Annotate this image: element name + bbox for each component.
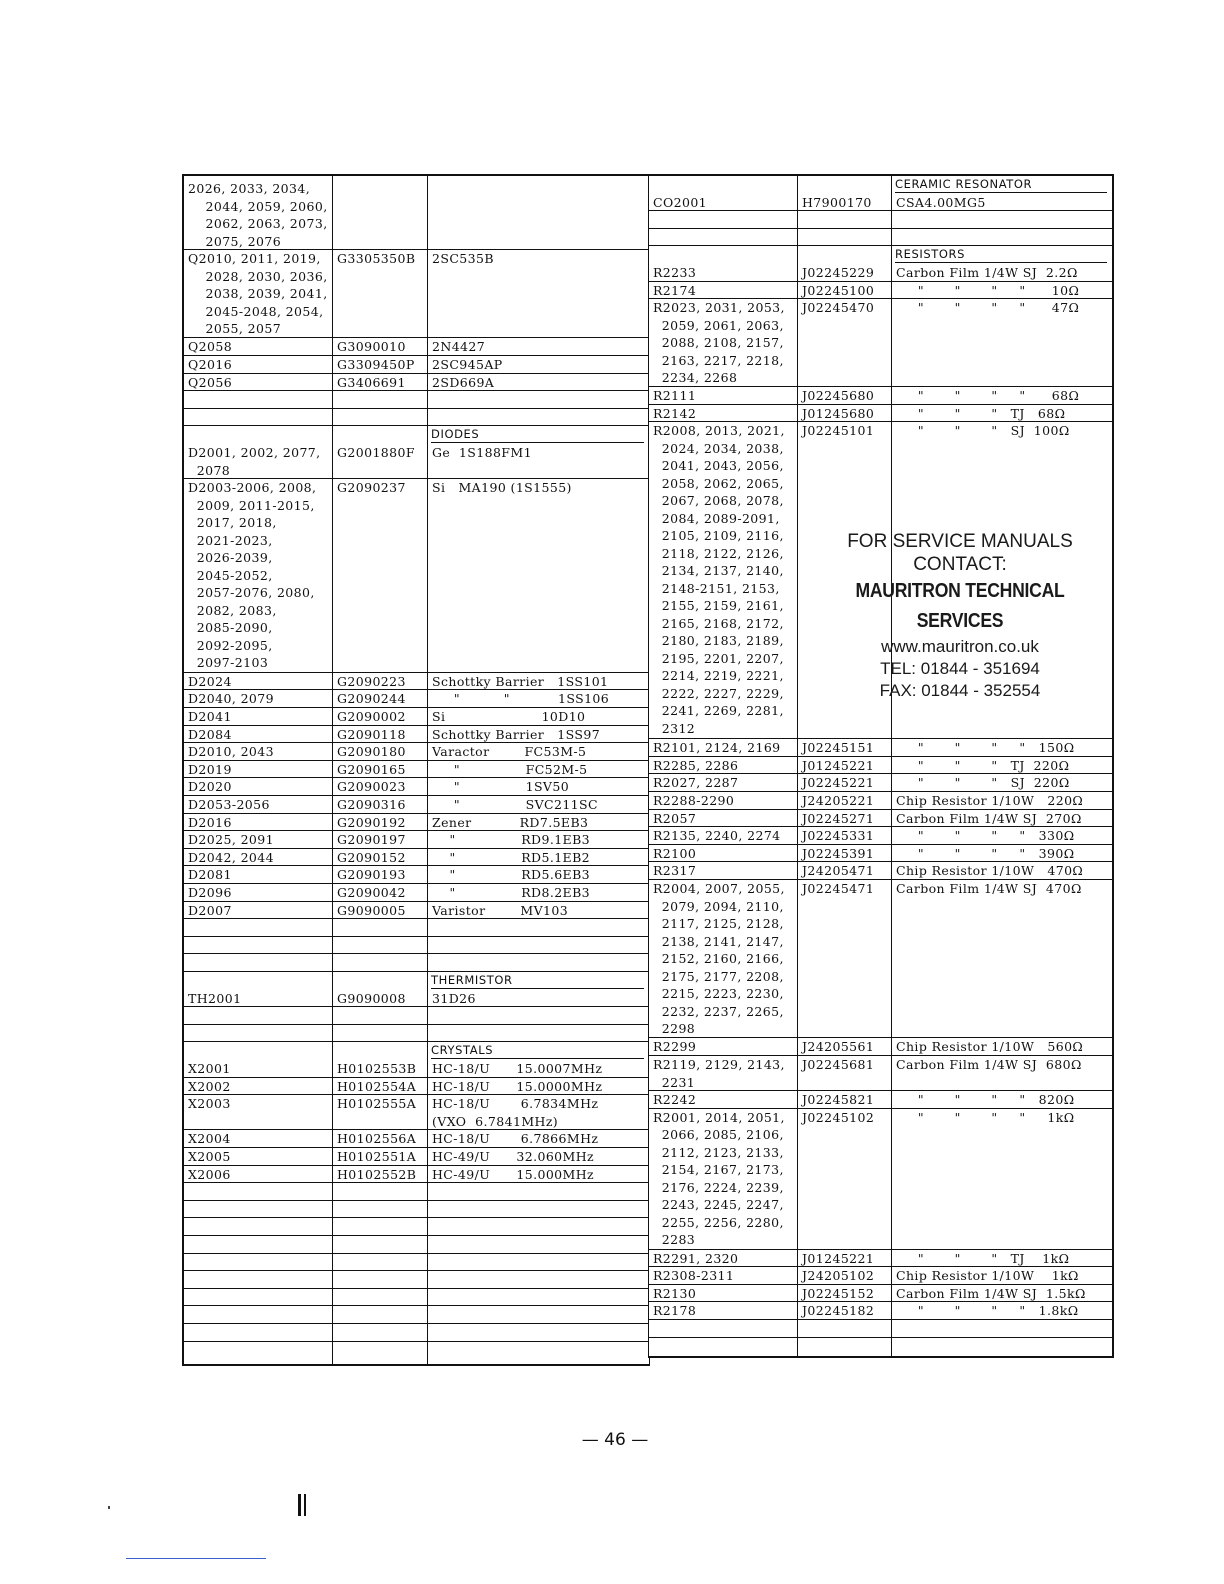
part-number: J01245680 bbox=[802, 405, 875, 421]
ref-designator: D2042, 2044 bbox=[188, 849, 274, 865]
ref-designator: R2130 bbox=[653, 1285, 697, 1301]
row-rule bbox=[184, 1200, 650, 1201]
ref-designator: R2111 bbox=[653, 388, 697, 404]
part-description: Zener RD7.5EB3 bbox=[432, 814, 589, 830]
ref-designator: CO2001 bbox=[653, 194, 708, 210]
ref-designator: X2006 bbox=[188, 1166, 231, 1182]
part-number: J02245182 bbox=[802, 1303, 875, 1319]
row-rule bbox=[184, 1323, 650, 1324]
part-description: " " " " 10Ω bbox=[896, 282, 1080, 298]
section-header: RESISTORS bbox=[895, 246, 1107, 263]
part-number: J02245229 bbox=[802, 265, 875, 280]
part-description: Chip Resistor 1/10W 1kΩ bbox=[896, 1268, 1079, 1284]
part-description: " " " " 68Ω bbox=[896, 388, 1080, 404]
part-number: J02245271 bbox=[802, 810, 875, 826]
part-description: 31D26 bbox=[432, 990, 476, 1006]
part-number: G9090008 bbox=[337, 990, 406, 1006]
column-divider bbox=[797, 176, 798, 1356]
part-number: G9090005 bbox=[337, 902, 406, 918]
part-description: Varactor FC53M-5 bbox=[432, 744, 587, 760]
part-number: G2090316 bbox=[337, 797, 406, 812]
section-header: CERAMIC RESONATOR bbox=[895, 176, 1107, 193]
part-number: G2090197 bbox=[337, 832, 406, 848]
part-number: G2090042 bbox=[337, 885, 406, 900]
part-description: Carbon Film 1/4W SJ 1.5kΩ bbox=[896, 1285, 1086, 1301]
ref-designator: D2019 bbox=[188, 761, 232, 777]
ref-designator: D2096 bbox=[188, 885, 232, 900]
part-number: G2090023 bbox=[337, 779, 406, 795]
part-description: " " " " 47Ω bbox=[896, 300, 1080, 316]
part-number: H0102551A bbox=[337, 1149, 417, 1164]
part-description: Varistor MV103 bbox=[432, 902, 569, 918]
scan-speck bbox=[108, 1506, 110, 1509]
part-description: Chip Resistor 1/10W 470Ω bbox=[896, 863, 1084, 879]
part-description: Carbon Film 1/4W SJ 470Ω bbox=[896, 881, 1082, 896]
part-description: " RD5.1EB2 bbox=[432, 849, 591, 865]
part-description: Chip Resistor 1/10W 220Ω bbox=[896, 793, 1084, 808]
part-number: H0102555A bbox=[337, 1096, 417, 1112]
row-rule bbox=[649, 228, 1113, 229]
row-rule bbox=[184, 1024, 650, 1025]
ref-designator: Q2016 bbox=[188, 357, 233, 372]
ref-designator: X2003 bbox=[188, 1096, 231, 1112]
part-description: " " " TJ 1kΩ bbox=[896, 1250, 1070, 1266]
ref-designator: R2135, 2240, 2274 bbox=[653, 828, 781, 844]
part-description: " " " " 150Ω bbox=[896, 740, 1075, 756]
part-description: " " " " 1kΩ bbox=[896, 1109, 1075, 1125]
ref-designator: R2008, 2013, 2021, 2024, 2034, 2038, 2041, 2043, 2056, 2058, 2062, 2065, 2067, 2068, 2078, 2084, 2089-2091, 2105, 2109, 2116, 2118, 2122, 2126, 2134, 2137, 2140, 2148-2151, 2153, 2155, 2159, 2161, 2165, 2168, 2172, 2180, 2183, 2189, 2195, 2201, 2207, 2214, 2219, 2221, 2222, 2227, 2229, 2241, 2269, 2281, 2312 bbox=[653, 423, 785, 736]
notice-line-1: FOR SERVICE MANUALS bbox=[847, 531, 1073, 552]
ref-designator: Q2056 bbox=[188, 374, 233, 390]
notice-line-2: CONTACT: bbox=[913, 554, 1007, 575]
row-rule bbox=[184, 936, 650, 937]
part-number: G2090002 bbox=[337, 709, 406, 724]
binder-mark bbox=[304, 1494, 306, 1516]
row-rule bbox=[184, 1253, 650, 1254]
ref-designator: R2142 bbox=[653, 405, 697, 421]
part-number: J01245221 bbox=[802, 1250, 875, 1266]
part-description: " " " " 330Ω bbox=[896, 828, 1075, 844]
part-description: " FC52M-5 bbox=[432, 761, 588, 777]
part-description: Schottky Barrier 1SS101 bbox=[432, 673, 609, 689]
ref-designator: R2178 bbox=[653, 1303, 697, 1319]
ref-designator: R2233 bbox=[653, 265, 697, 280]
parts-table-right bbox=[648, 174, 1114, 1358]
row-rule bbox=[184, 1305, 650, 1306]
part-number: J02245470 bbox=[802, 300, 875, 316]
part-number: G3309450P bbox=[337, 357, 415, 372]
part-description: Chip Resistor 1/10W 560Ω bbox=[896, 1039, 1084, 1055]
part-description: Ge 1S188FM1 bbox=[432, 445, 532, 460]
row-rule bbox=[184, 390, 650, 391]
part-description: " " 1SS106 bbox=[432, 691, 610, 707]
row-rule bbox=[184, 1217, 650, 1218]
part-number: G2001880F bbox=[337, 445, 415, 460]
ref-designator: D2007 bbox=[188, 902, 232, 918]
part-description: " " " SJ 100Ω bbox=[896, 423, 1070, 439]
part-description: " 1SV50 bbox=[432, 779, 570, 795]
part-description: 2N4427 bbox=[432, 339, 486, 355]
part-number: J24205561 bbox=[802, 1039, 875, 1055]
ref-designator: Q2058 bbox=[188, 339, 233, 355]
part-number: H7900170 bbox=[802, 194, 872, 210]
ref-designator: D2010, 2043 bbox=[188, 744, 274, 760]
notice-fax: FAX: 01844 - 352554 bbox=[879, 681, 1041, 700]
ref-designator: X2004 bbox=[188, 1131, 231, 1147]
part-number: J02245471 bbox=[802, 881, 875, 896]
part-number: J02245681 bbox=[802, 1057, 875, 1072]
part-number: G2090180 bbox=[337, 744, 406, 760]
part-description: 2SC535B bbox=[432, 251, 494, 267]
row-rule bbox=[184, 1182, 650, 1183]
part-number: G2090193 bbox=[337, 867, 406, 883]
part-number: J02245221 bbox=[802, 775, 875, 791]
row-rule bbox=[184, 1235, 650, 1236]
row-rule bbox=[184, 1288, 650, 1289]
ref-designator: D2041 bbox=[188, 709, 232, 724]
part-description: 2SC945AP bbox=[432, 357, 503, 372]
part-description: HC-18/U 15.0007MHz bbox=[432, 1061, 603, 1076]
ref-designator: R2057 bbox=[653, 810, 697, 826]
section-header: DIODES bbox=[431, 426, 644, 443]
ref-designator: D2025, 2091 bbox=[188, 832, 274, 848]
part-number: G2090152 bbox=[337, 849, 406, 865]
part-description: " " " SJ 220Ω bbox=[896, 775, 1070, 791]
part-description: HC-18/U 6.7866MHz bbox=[432, 1131, 599, 1147]
part-number: H0102554A bbox=[337, 1078, 417, 1094]
part-number: H0102552B bbox=[337, 1166, 417, 1182]
part-description: " RD9.1EB3 bbox=[432, 832, 591, 848]
part-description: " RD5.6EB3 bbox=[432, 867, 591, 883]
part-number: H0102556A bbox=[337, 1131, 417, 1147]
ref-designator: D2053-2056 bbox=[188, 797, 270, 812]
part-number: G3305350B bbox=[337, 251, 416, 267]
ref-designator: R2288-2290 bbox=[653, 793, 735, 808]
row-rule bbox=[649, 1319, 1113, 1320]
row-rule bbox=[184, 1270, 650, 1271]
ref-designator: D2016 bbox=[188, 814, 232, 830]
ref-designator: R2291, 2320 bbox=[653, 1250, 739, 1266]
part-number: H0102553B bbox=[337, 1061, 417, 1076]
part-number: J24205471 bbox=[802, 863, 875, 879]
row-rule bbox=[184, 1006, 650, 1007]
footer-rule bbox=[126, 1558, 266, 1559]
part-number: G2090118 bbox=[337, 726, 406, 742]
row-rule bbox=[184, 918, 650, 919]
part-description: Carbon Film 1/4W SJ 2.2Ω bbox=[896, 265, 1078, 280]
part-description: Si MA190 (1S1555) bbox=[432, 480, 572, 496]
section-header: THERMISTOR bbox=[431, 972, 644, 989]
row-rule bbox=[649, 210, 1113, 211]
part-description: CSA4.00MG5 bbox=[896, 194, 986, 210]
ref-designator: 2026, 2033, 2034, 2044, 2059, 2060, 2062, 2063, 2073, 2075, 2076 bbox=[188, 181, 328, 249]
part-description: " " " " 1.8kΩ bbox=[896, 1303, 1079, 1319]
row-rule bbox=[184, 953, 650, 954]
part-number: J02245391 bbox=[802, 845, 875, 861]
part-description: " " " TJ 68Ω bbox=[896, 405, 1066, 421]
part-number: J02245821 bbox=[802, 1092, 875, 1108]
part-number: J02245102 bbox=[802, 1109, 875, 1125]
notice-company: MAURITRON TECHNICAL SERVICES bbox=[855, 580, 1065, 632]
ref-designator: R2119, 2129, 2143, 2231 bbox=[653, 1057, 785, 1090]
row-rule bbox=[184, 408, 650, 409]
part-description: Carbon Film 1/4W SJ 680Ω bbox=[896, 1057, 1082, 1072]
part-description: Schottky Barrier 1SS97 bbox=[432, 726, 601, 742]
part-description: 2SD669A bbox=[432, 374, 495, 390]
part-number: J02245100 bbox=[802, 282, 875, 298]
part-description: HC-49/U 15.000MHz bbox=[432, 1166, 595, 1182]
part-number: G2090223 bbox=[337, 673, 406, 689]
ref-designator: TH2001 bbox=[188, 990, 242, 1006]
ref-designator: D2001, 2002, 2077, 2078 bbox=[188, 445, 321, 478]
part-description: " RD8.2EB3 bbox=[432, 885, 591, 900]
ref-designator: R2242 bbox=[653, 1092, 697, 1108]
part-number: J02245152 bbox=[802, 1285, 875, 1301]
part-number: J01245221 bbox=[802, 757, 875, 773]
part-number: J24205102 bbox=[802, 1268, 875, 1284]
ref-designator: R2317 bbox=[653, 863, 697, 879]
section-header: CRYSTALS bbox=[431, 1042, 644, 1059]
part-description: HC-49/U 32.060MHz bbox=[432, 1149, 595, 1164]
part-number: J24205221 bbox=[802, 793, 875, 808]
part-description: " SVC211SC bbox=[432, 797, 598, 812]
ref-designator: R2023, 2031, 2053, 2059, 2061, 2063, 2088, 2108, 2157, 2163, 2217, 2218, 2234, 2268 bbox=[653, 300, 785, 386]
part-number: J02245151 bbox=[802, 740, 875, 756]
ref-designator: R2004, 2007, 2055, 2079, 2094, 2110, 2117, 2125, 2128, 2138, 2141, 2147, 2152, 2160, 2166, 2175, 2177, 2208, 2215, 2223, 2230, 2232, 2237, 2265, 2298 bbox=[653, 881, 785, 1036]
part-description: Si 10D10 bbox=[432, 709, 586, 724]
ref-designator: D2020 bbox=[188, 779, 232, 795]
part-number: G2090165 bbox=[337, 761, 406, 777]
ref-designator: D2024 bbox=[188, 673, 232, 689]
ref-designator: X2005 bbox=[188, 1149, 231, 1164]
part-number: J02245680 bbox=[802, 388, 875, 404]
ref-designator: Q2010, 2011, 2019, 2028, 2030, 2036, 2038, 2039, 2041, 2045-2048, 2054, 2055, 2057 bbox=[188, 251, 328, 337]
part-description: " " " TJ 220Ω bbox=[896, 757, 1070, 773]
part-number: G3406691 bbox=[337, 374, 406, 390]
part-description: HC-18/U 6.7834MHz (VXO 6.7841MHz) bbox=[432, 1096, 599, 1129]
notice-website[interactable]: www.mauritron.co.uk bbox=[881, 637, 1039, 656]
part-description: " " " " 820Ω bbox=[896, 1092, 1075, 1108]
part-number: J02245101 bbox=[802, 423, 875, 439]
ref-designator: D2040, 2079 bbox=[188, 691, 274, 707]
page-number: — 46 — bbox=[581, 1430, 649, 1450]
part-description: " " " " 390Ω bbox=[896, 845, 1075, 861]
ref-designator: R2299 bbox=[653, 1039, 697, 1055]
row-rule bbox=[649, 1337, 1113, 1338]
ref-designator: R2101, 2124, 2169 bbox=[653, 740, 781, 756]
ref-designator: D2084 bbox=[188, 726, 232, 742]
ref-designator: X2001 bbox=[188, 1061, 231, 1076]
column-divider bbox=[891, 176, 892, 1356]
part-number: J02245331 bbox=[802, 828, 875, 844]
ref-designator: R2174 bbox=[653, 282, 697, 298]
ref-designator: R2001, 2014, 2051, 2066, 2085, 2106, 2112, 2123, 2133, 2154, 2167, 2173, 2176, 2224, 2239, 2243, 2245, 2247, 2255, 2256, 2280, 2283 bbox=[653, 1109, 785, 1248]
part-description: Carbon Film 1/4W SJ 270Ω bbox=[896, 810, 1082, 826]
ref-designator: X2002 bbox=[188, 1078, 231, 1094]
ref-designator: R2027, 2287 bbox=[653, 775, 739, 791]
ref-designator: R2285, 2286 bbox=[653, 757, 739, 773]
parts-table-left bbox=[182, 174, 650, 1366]
part-number: G3090010 bbox=[337, 339, 406, 355]
binder-mark bbox=[298, 1494, 301, 1516]
ref-designator: R2100 bbox=[653, 845, 697, 861]
ref-designator: D2003-2006, 2008, 2009, 2011-2015, 2017, 2018, 2021-2023, 2026-2039, 2045-2052, 2057-2076, 2080, 2082, 2083, 2085-2090, 2092-2095, 2097-2103 bbox=[188, 480, 317, 671]
part-number: G2090244 bbox=[337, 691, 406, 707]
service-notice bbox=[800, 530, 1120, 702]
notice-telephone: TEL: 01844 - 351694 bbox=[880, 659, 1040, 678]
part-description: HC-18/U 15.0000MHz bbox=[432, 1078, 603, 1094]
ref-designator: R2308-2311 bbox=[653, 1268, 735, 1284]
part-number: G2090237 bbox=[337, 480, 406, 496]
ref-designator: D2081 bbox=[188, 867, 232, 883]
part-number: G2090192 bbox=[337, 814, 406, 830]
row-rule bbox=[184, 1341, 650, 1342]
